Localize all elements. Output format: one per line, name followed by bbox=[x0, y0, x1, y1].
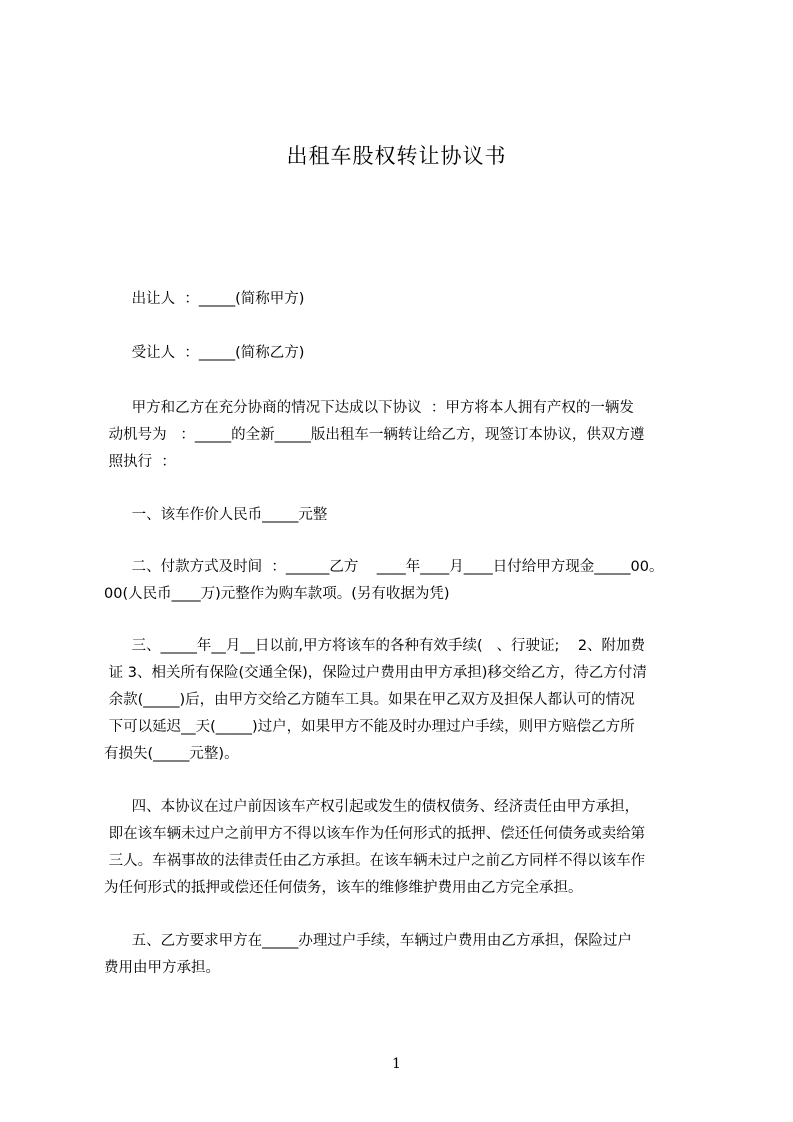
clause-1-line: 一、该车作价人民币_____元整 bbox=[104, 507, 328, 523]
clause-3-line: 证 3、相关所有保险(交通全保)，保险过户费用由甲方承担)移交给乙方，待乙方付清 bbox=[104, 665, 647, 681]
clause-3-line: 三、_____年__月__日以前,甲方将该车的各种有效手续( 、行驶证; 2、附加费 bbox=[104, 638, 646, 654]
transferor-line: 出让人 ：_____(简称甲方) bbox=[104, 291, 305, 307]
transferee-line: 受让人 ：_____(简称乙方) bbox=[104, 345, 305, 361]
intro-paragraph-line: 甲方和乙方在充分协商的情况下达成以下协议 ：甲方将本人拥有产权的一辆发 bbox=[104, 400, 634, 416]
page-number: 1 bbox=[392, 1056, 401, 1072]
clause-4-line: 三人。车祸事故的法律责任由乙方承担。在该车辆未过户之前乙方同样不得以该车作 bbox=[104, 853, 646, 869]
clause-5-line: 五、乙方要求甲方在_____办理过户手续，车辆过户费用由乙方承担，保险过户 bbox=[104, 933, 632, 949]
clause-4-line: 为任何形式的抵押或偿还任何债务，该车的维修维护费用由乙方完全承担。 bbox=[104, 880, 583, 896]
clause-3-line: 余款(_____)后，由甲方交给乙方随车工具。如果在甲乙双方及担保人都认可的情况 bbox=[104, 692, 635, 708]
clause-4-line: 四、本协议在过户前因该车产权引起或发生的债权债务、经济责任由甲方承担， bbox=[104, 799, 640, 815]
clause-2-line: 二、付款方式及时间 ：______乙方 ____年____月____日付给甲方现金_____00。 bbox=[104, 559, 664, 575]
intro-paragraph-line: 动机号为 ：_____的全新_____版出租车一辆转让给乙方，现签订本协议，供双方遵 bbox=[104, 427, 645, 443]
clause-4-line: 即在该车辆未过户之前甲方不得以该车作为任何形式的抵押、偿还任何债务或卖给第 bbox=[104, 826, 646, 842]
clause-3-line: 有损失(_____元整)。 bbox=[104, 746, 239, 762]
clause-2-line: 00(人民币____万)元整作为购车款项。(另有收据为凭) bbox=[104, 586, 450, 602]
intro-paragraph-line: 照执行 ： bbox=[104, 454, 176, 470]
document-title: 出租车股权转让协议书 bbox=[286, 144, 507, 168]
clause-5-line: 费用由甲方承担。 bbox=[104, 960, 220, 976]
clause-3-line: 下可以延迟__天(_____)过户，如果甲方不能及时办理过户手续，则甲方赔偿乙方所 bbox=[104, 719, 635, 735]
